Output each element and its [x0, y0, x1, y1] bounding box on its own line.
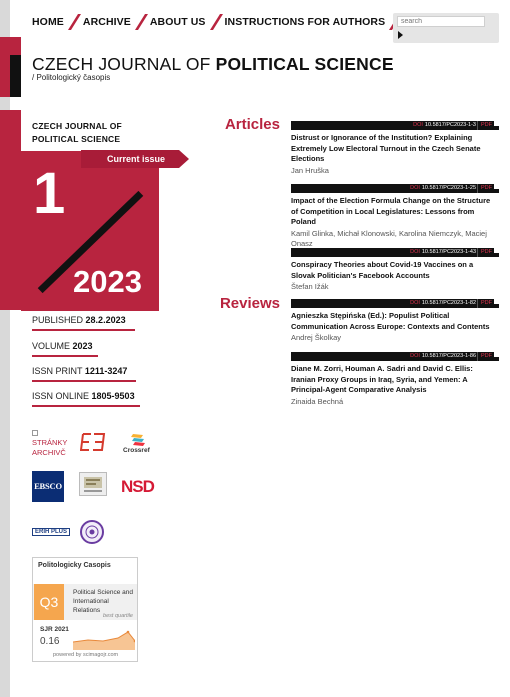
review-authors: Andrej Školkay: [291, 333, 342, 342]
ebsco-logo[interactable]: EBSCO: [32, 471, 64, 502]
doi-value: 10.5817/PC2023-1-25: [421, 185, 476, 191]
meta-divider: [32, 355, 98, 357]
nav-separator: [211, 15, 221, 29]
nav-separator: [69, 15, 79, 29]
search-submit-arrow-icon[interactable]: [398, 31, 403, 39]
doi-label: DOI: [410, 249, 420, 255]
volume: [32, 341, 140, 351]
published-date: [32, 315, 140, 325]
pdf-icon: [494, 184, 499, 189]
doi-value: 10.5817/PC2023-1-82: [421, 300, 476, 306]
review-bar: [291, 352, 499, 361]
seal-logo-icon: [82, 522, 102, 542]
current-issue-tag: Current issue: [81, 150, 179, 168]
left-gray-stripe: [0, 0, 10, 697]
article-title[interactable]: Impact of the Election Formula Change on the Structure of Competition in Local Legislatures: Lessons from Poland: [291, 196, 491, 226]
article-authors: Jan Hruška: [291, 165, 329, 175]
issn-print-label: ISSN PRINT: [32, 366, 83, 376]
article-item: [291, 248, 499, 292]
doi-value: 10.5817/PC2023-1-3: [424, 122, 476, 128]
doi-label: DOI: [410, 185, 420, 191]
doi-label: DOI: [410, 300, 420, 306]
article-item: [291, 121, 499, 176]
erih-index-logo[interactable]: [79, 472, 107, 496]
review-doi-link[interactable]: [410, 299, 476, 308]
scimago-journal-name: Politologicky Casopis: [38, 562, 111, 569]
scimago-quartile: Q3: [34, 584, 64, 620]
nav-archive[interactable]: ARCHIVE: [82, 16, 131, 28]
issue-number: 1: [33, 161, 66, 226]
doi-label: DOI: [410, 353, 420, 359]
journal-title[interactable]: [32, 54, 394, 75]
article-title[interactable]: Conspiracy Theories about Covid-19 Vaccines on a Slovak Politician's Facebook Accounts: [291, 260, 474, 280]
article-doi-link[interactable]: [410, 184, 476, 193]
article-doi-link[interactable]: [413, 121, 476, 130]
review-doi-link[interactable]: [410, 352, 476, 361]
pdf-icon: [494, 248, 499, 253]
journal-title-bold: POLITICAL SCIENCE: [215, 54, 394, 74]
article-title[interactable]: Distrust or Ignorance of the Institution? Explaining Extremely Low Electoral Turnout in the Czech Senate Elections: [291, 133, 481, 163]
erih-plus-logo[interactable]: ERIH PLUS: [32, 528, 70, 536]
nav-about-us[interactable]: ABOUT US: [149, 16, 206, 28]
volume-label: VOLUME: [32, 341, 71, 351]
article-pdf-link[interactable]: [477, 121, 499, 130]
issn-online-label: ISSN ONLINE: [32, 391, 90, 401]
nav-separator: [136, 15, 146, 29]
article-authors: Kamil Glinka, Michał Klonowski, Karolina Niemczyk, Maciej Onasz: [291, 228, 487, 248]
top-navigation: [32, 14, 428, 30]
meta-divider: [32, 329, 135, 331]
ee-logo[interactable]: [80, 432, 106, 452]
doi-value: 10.5817/PC2023-1-43: [421, 249, 476, 255]
nav-instructions-for-authors[interactable]: INSTRUCTIONS FOR AUTHORS: [224, 16, 386, 28]
review-pdf-link[interactable]: [477, 352, 499, 361]
crossref-logo-icon: [131, 434, 147, 447]
archiv-logo[interactable]: [32, 428, 68, 458]
published-label: PUBLISHED: [32, 315, 84, 325]
article-pdf-link[interactable]: [477, 184, 499, 193]
article-bar: [291, 121, 499, 130]
journal-title-light: CZECH JOURNAL OF: [32, 54, 216, 74]
issn-online: [32, 391, 140, 401]
doi-label: DOI: [413, 122, 423, 128]
ee-logo-icon: [80, 432, 106, 452]
volume-value: 2023: [72, 341, 93, 351]
article-authors: Štefan Ižák: [291, 282, 329, 291]
review-item: [291, 352, 499, 407]
scimago-trend-chart: [73, 628, 135, 650]
erih-index-icon: [80, 473, 106, 495]
scimago-field: Political Science and International Relations: [73, 589, 133, 614]
pdf-label: PDF: [481, 122, 492, 128]
pdf-label: PDF: [481, 249, 492, 255]
journal-subtitle: / Politologický časopis: [32, 73, 111, 82]
issn-print: [32, 366, 140, 376]
pdf-label: PDF: [481, 185, 492, 191]
nsd-logo[interactable]: NSD: [121, 477, 154, 496]
article-doi-link[interactable]: [410, 248, 476, 257]
doi-value: 10.5817/PC2023-1-86: [421, 353, 476, 359]
scimago-powered-by: powered by scimagojr.com: [53, 652, 119, 658]
search-input[interactable]: [397, 16, 485, 27]
issn-online-value: 1805-9503: [91, 391, 135, 401]
review-item: [291, 299, 499, 343]
scimago-sjr-label: SJR 2021: [40, 626, 69, 633]
scimago-sjr-value: 0.16: [40, 636, 60, 647]
nav-home[interactable]: HOME: [32, 16, 64, 28]
current-issue-cover[interactable]: [21, 106, 166, 311]
search-box: [393, 13, 499, 43]
pdf-icon: [494, 121, 499, 126]
article-pdf-link[interactable]: [477, 248, 499, 257]
pdf-label: PDF: [481, 300, 492, 306]
review-title[interactable]: Diane M. Zorri, Houman A. Sadri and David C. Ellis: Iranian Proxy Groups in Iraq, Syria, and Yemen: A Principal-Agent Comparative Analysis: [291, 364, 473, 394]
review-title[interactable]: Agnieszka Stępińska (Ed.): Populist Political Communication Across Europe: Contexts and Contents: [291, 311, 490, 331]
review-bar: [291, 299, 499, 308]
scimago-widget[interactable]: [32, 557, 138, 662]
articles-heading: Articles: [224, 116, 280, 133]
article-item: [291, 184, 499, 249]
header-black-accent: [10, 55, 21, 97]
seal-logo[interactable]: [80, 520, 104, 544]
broken-image-icon: [32, 430, 38, 436]
crossref-logo[interactable]: [123, 434, 153, 458]
article-bar: [291, 184, 499, 193]
issue-journal-name: [32, 120, 122, 146]
meta-divider: [32, 405, 140, 407]
published-value: 28.2.2023: [85, 315, 126, 325]
pdf-icon: [494, 299, 499, 304]
reviews-heading: Reviews: [219, 295, 280, 312]
pdf-icon: [494, 352, 499, 357]
scimago-quartile-note: best quartile: [103, 613, 133, 619]
issue-journal-line2: POLITICAL SCIENCE: [32, 134, 121, 144]
issn-print-value: 1211-3247: [84, 366, 128, 376]
issue-journal-line1: CZECH JOURNAL OF: [32, 121, 122, 131]
pdf-label: PDF: [481, 353, 492, 359]
meta-divider: [32, 380, 136, 382]
article-bar: [291, 248, 499, 257]
archiv-logo-alt-text: STRÁNKY ARCHIVČ: [32, 438, 68, 457]
review-pdf-link[interactable]: [477, 299, 499, 308]
review-authors: Zinaida Bechná: [291, 396, 344, 406]
crossref-logo-text: Crossref: [123, 447, 150, 454]
issue-year: 2023: [73, 264, 142, 299]
issue-red-backdrop: [0, 110, 22, 310]
